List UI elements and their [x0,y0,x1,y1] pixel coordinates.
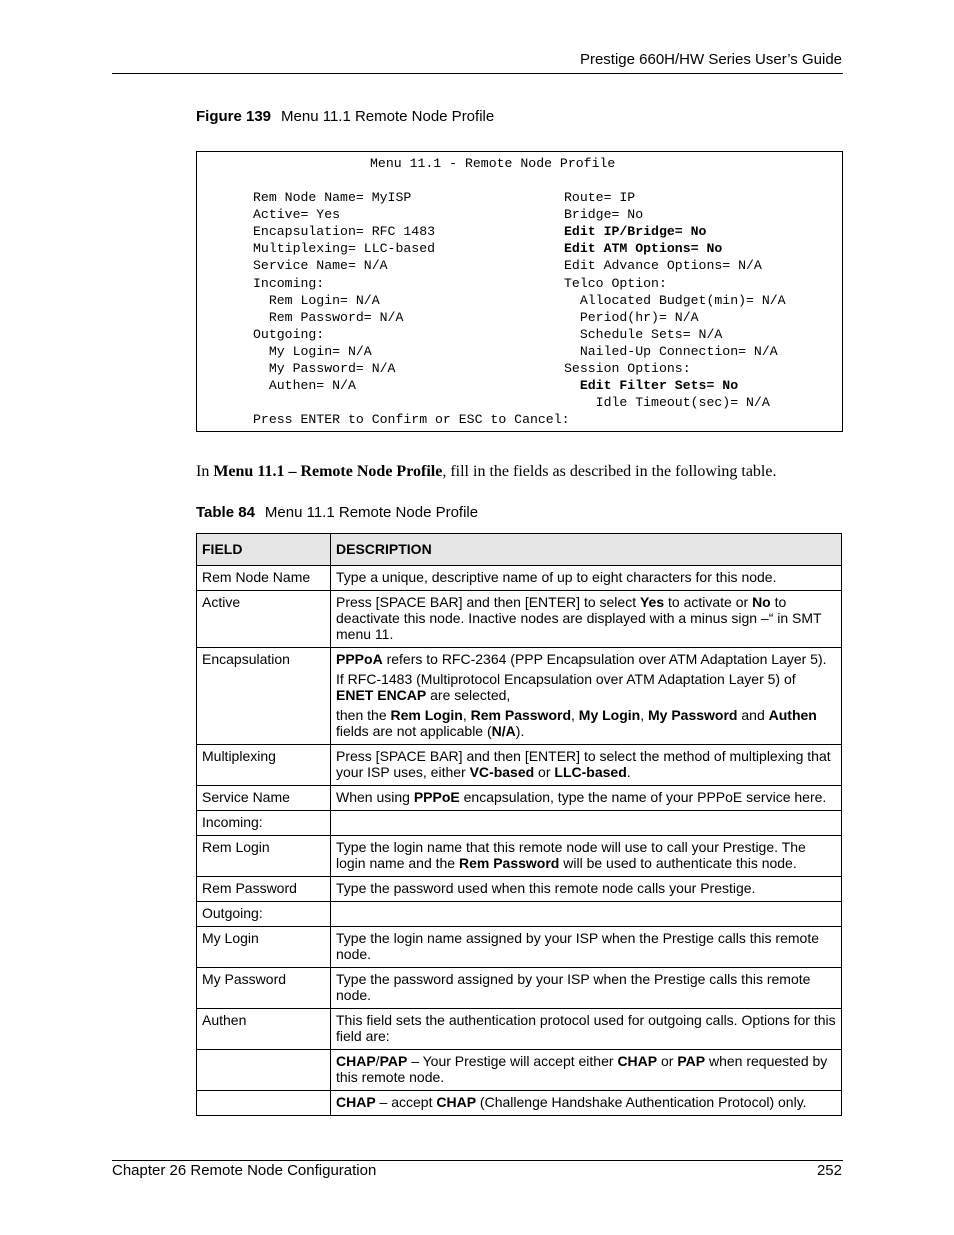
description-paragraph: Type the login name assigned by your ISP when the Prestige calls this remote node. [336,930,820,962]
field-name-cell: Incoming: [197,811,331,836]
terminal-line-right: Edit IP/Bridge= No [564,224,707,240]
field-name-cell: Encapsulation [197,648,331,745]
field-description-table [196,533,842,1116]
table-row [197,591,842,648]
description-paragraph: PPPoA refers to RFC-2364 (PPP Encapsulation over ATM Adaptation Layer 5). [336,651,827,667]
description-cell [331,1050,842,1091]
terminal-line-right: Idle Timeout(sec)= N/A [564,395,770,411]
table-body [197,566,842,1116]
description-paragraph: When using PPPoE encapsulation, type the name of your PPPoE service here. [336,789,827,805]
terminal-line-left: Authen= N/A [253,378,356,394]
intro-suffix: , fill in the fields as described in the following table. [442,463,777,480]
description-cell [331,745,842,786]
header-description: DESCRIPTION [331,534,842,566]
terminal-line-right: Nailed-Up Connection= N/A [564,343,778,359]
description-cell [331,836,842,877]
description-paragraph: This field sets the authentication protocol used for outgoing calls. Options for this field are: [336,1012,836,1044]
field-name-cell: Rem Node Name [197,566,331,591]
description-paragraph: Press [SPACE BAR] and then [ENTER] to select the method of multiplexing that your ISP uses, either VC-based or LLC-based. [336,748,831,780]
terminal-line-left: Active= Yes [253,207,341,223]
table-row [197,1050,842,1091]
description-cell [331,902,842,927]
table-row [197,745,842,786]
terminal-line-right: Route= IP [564,190,636,205]
table-row [197,968,842,1009]
page-number: 252 [816,1162,842,1179]
intro-paragraph [196,463,776,481]
terminal-line-left: Multiplexing= LLC-based [253,241,436,257]
description-cell [331,566,842,591]
running-header: Prestige 660H/HW Series User’s Guide [579,51,842,68]
description-cell [331,786,842,811]
field-name-cell: Multiplexing [197,745,331,786]
terminal-prompt: Press ENTER to Confirm or ESC to Cancel: [253,412,570,427]
field-name-cell: Rem Password [197,877,331,902]
terminal-line-left: Encapsulation= RFC 1483 [253,224,436,240]
field-name-cell: Rem Login [197,836,331,877]
intro-menu-name: Menu 11.1 – Remote Node Profile [213,463,443,480]
description-cell [331,591,842,648]
terminal-line-left: Service Name= N/A [253,258,388,274]
terminal-line-left: My Password= N/A [253,361,396,376]
table-label: Table 84 [196,504,255,521]
table-row [197,877,842,902]
terminal-line-right: Period(hr)= N/A [564,309,699,325]
footer-chapter: Chapter 26 Remote Node Configuration [112,1162,377,1179]
terminal-line-right: Telco Option: [564,275,667,291]
figure-label: Figure 139 [196,108,272,125]
table-row [197,836,842,877]
header-field: FIELD [197,534,331,566]
description-paragraph: Type the password assigned by your ISP when the Prestige calls this remote node. [336,971,811,1003]
description-paragraph: CHAP – accept CHAP (Challenge Handshake Authentication Protocol) only. [336,1094,807,1110]
footer-rule [112,1160,843,1161]
description-cell [331,1009,842,1050]
description-paragraph: Press [SPACE BAR] and then [ENTER] to select Yes to activate or No to deactivate this node. Inactive nodes are displayed with a minus sign –“ in SMT menu 11. [336,594,822,642]
terminal-screen [196,151,843,432]
terminal-line-right: Edit Advance Options= N/A [564,258,762,274]
description-cell [331,1091,842,1116]
description-paragraph: Type the login name that this remote node will use to call your Prestige. The login name and the Rem Password will be used to authenticate this node. [336,839,806,871]
header-rule [112,73,843,74]
intro-prefix: In [196,463,214,480]
field-name-cell [197,1050,331,1091]
terminal-line-left: Rem Login= N/A [253,292,380,308]
terminal-line-left: Rem Node Name= MyISP [253,190,412,205]
terminal-line-left: Rem Password= N/A [253,309,404,325]
table-row [197,927,842,968]
description-paragraph: then the Rem Login, Rem Password, My Login, My Password and Authen fields are not applicable (N/A). [336,707,817,739]
table-caption [196,504,478,521]
field-name-cell: My Password [197,968,331,1009]
field-name-cell: Active [197,591,331,648]
terminal-line-right: Edit ATM Options= No [564,241,723,257]
field-name-cell: Authen [197,1009,331,1050]
description-cell [331,968,842,1009]
terminal-line-left: Incoming: [253,275,325,291]
figure-title: Menu 11.1 Remote Node Profile [281,108,495,125]
table-title: Menu 11.1 Remote Node Profile [264,504,479,521]
table-row [197,811,842,836]
description-cell [331,927,842,968]
table-row [197,902,842,927]
table-row [197,1009,842,1050]
table-row [197,786,842,811]
terminal-line-right: Session Options: [564,361,691,376]
table-header-row [197,534,842,566]
description-paragraph: If RFC-1483 (Multiprotocol Encapsulation over ATM Adaptation Layer 5) of ENET ENCAP are selected, [336,671,796,703]
description-paragraph: Type the password used when this remote node calls your Prestige. [336,880,756,896]
field-name-cell: Outgoing: [197,902,331,927]
description-paragraph: Type a unique, descriptive name of up to eight characters for this node. [336,569,777,585]
terminal-title: Menu 11.1 - Remote Node Profile [370,156,616,171]
field-name-cell [197,1091,331,1116]
terminal-line-right: Allocated Budget(min)= N/A [564,292,786,308]
field-name-cell: Service Name [197,786,331,811]
terminal-line-right: Bridge= No [564,207,644,223]
description-cell [331,811,842,836]
description-cell [331,648,842,745]
terminal-line-right: Edit Filter Sets= No [564,378,739,394]
table-row [197,566,842,591]
table-row [197,648,842,745]
terminal-line-left: Outgoing: [253,326,325,342]
description-cell [331,877,842,902]
terminal-line-right: Schedule Sets= N/A [564,326,723,342]
description-paragraph: CHAP/PAP – Your Prestige will accept either CHAP or PAP when requested by this remote node. [336,1053,828,1085]
figure-caption [196,108,494,125]
table-row [197,1091,842,1116]
field-name-cell: My Login [197,927,331,968]
terminal-line-left: My Login= N/A [253,343,372,359]
